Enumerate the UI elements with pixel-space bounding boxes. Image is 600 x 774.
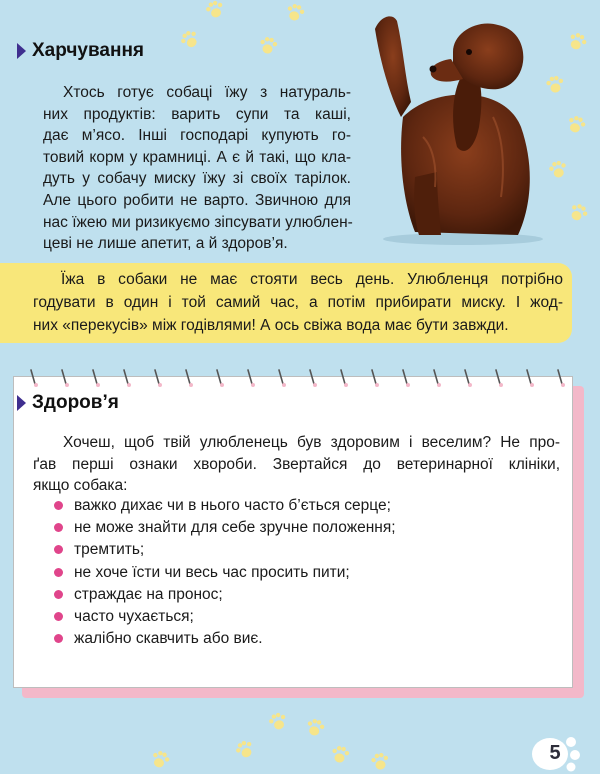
list-item [52, 628, 396, 650]
triangle-marker-icon [17, 395, 26, 411]
paw-print-icon [368, 750, 391, 773]
paw-print-icon [563, 112, 589, 138]
triangle-marker-icon [17, 43, 26, 59]
symptom-text: страждає на пронос; [74, 585, 223, 603]
spiral-binding [13, 362, 573, 392]
nutrition-paragraph [43, 82, 351, 255]
page-number: 5 [549, 741, 561, 764]
list-item [52, 495, 396, 517]
list-item [52, 584, 396, 606]
text-line: дає м’ясо. Інші господарі купують го- [43, 127, 351, 145]
text-line: товий корм у крамниці. А є й такі, що кла- [43, 148, 351, 166]
text-line: дуть у собачу миску їжу зі своїх тарілок. [43, 170, 351, 188]
nutrition-title: Харчування [32, 40, 145, 61]
bullet-dot-icon [54, 568, 63, 577]
paw-print-icon [265, 709, 291, 735]
symptoms-list [52, 495, 396, 650]
paw-print-icon [202, 0, 228, 23]
health-paragraph [33, 432, 560, 497]
paw-print-icon [564, 199, 591, 226]
list-item [52, 562, 396, 584]
symptom-text: часто чухається; [74, 607, 194, 625]
text-line: цеві не лише апетит, а й здоров’я. [43, 235, 288, 253]
list-item [52, 606, 396, 628]
symptom-text: важко дихає чи в нього часто б’ється серце; [74, 497, 391, 514]
symptom-text: не хоче їсти чи весь час просить пити; [74, 563, 350, 581]
paw-print-icon [283, 1, 307, 25]
text-line: Їжа в собаки не має стояти весь день. Улюбленця потрібно [61, 271, 563, 288]
paw-print-icon [231, 736, 258, 763]
text-line: Хочеш, щоб твій улюбленець був здоровим і веселим? Не про- [63, 434, 560, 451]
tip-paragraph [33, 268, 563, 337]
bullet-dot-icon [54, 545, 63, 554]
list-item [52, 539, 396, 561]
paw-print-icon [256, 34, 279, 57]
symptom-text: жалібно скавчить або виє. [74, 630, 263, 648]
text-line: Але цього робити не варто. Звичною для [43, 191, 351, 209]
symptom-text: тремтить; [74, 541, 145, 559]
paw-print-icon [176, 26, 204, 54]
bullet-dot-icon [54, 590, 63, 599]
paw-print-icon [328, 743, 351, 766]
nutrition-heading [17, 40, 144, 62]
text-line: нас їжею ми ризикуємо зіпсувати улюблен- [43, 213, 353, 231]
bullet-dot-icon [54, 501, 63, 510]
bullet-dot-icon [54, 523, 63, 532]
bullet-dot-icon [54, 612, 63, 621]
list-item [52, 517, 396, 539]
paw-print-icon [564, 29, 591, 56]
symptom-text: не може знайти для себе зручне положення; [74, 519, 396, 537]
health-title: Здоров’я [32, 392, 119, 413]
text-line: Хтось готує собаці їжу з натураль- [63, 84, 351, 101]
text-line: якщо собака: [33, 477, 128, 495]
text-line: них продуктів: варить супи та каші, [43, 105, 351, 123]
dog-photo [353, 7, 548, 245]
text-line: них «перекусів» між годівлями! А ось свіжа вода має бути завжди. [33, 317, 509, 334]
health-heading [17, 392, 119, 414]
paw-print-icon [303, 716, 327, 740]
paw-print-icon [147, 747, 173, 773]
text-line: годувати в один і той самий час, а потім прибирати миску. І жод- [33, 294, 563, 311]
bullet-dot-icon [54, 634, 63, 643]
paw-print-icon [546, 158, 570, 182]
text-line: ґав перші ознаки хвороби. Звертайся до ветеринарної клініки, [33, 455, 560, 473]
